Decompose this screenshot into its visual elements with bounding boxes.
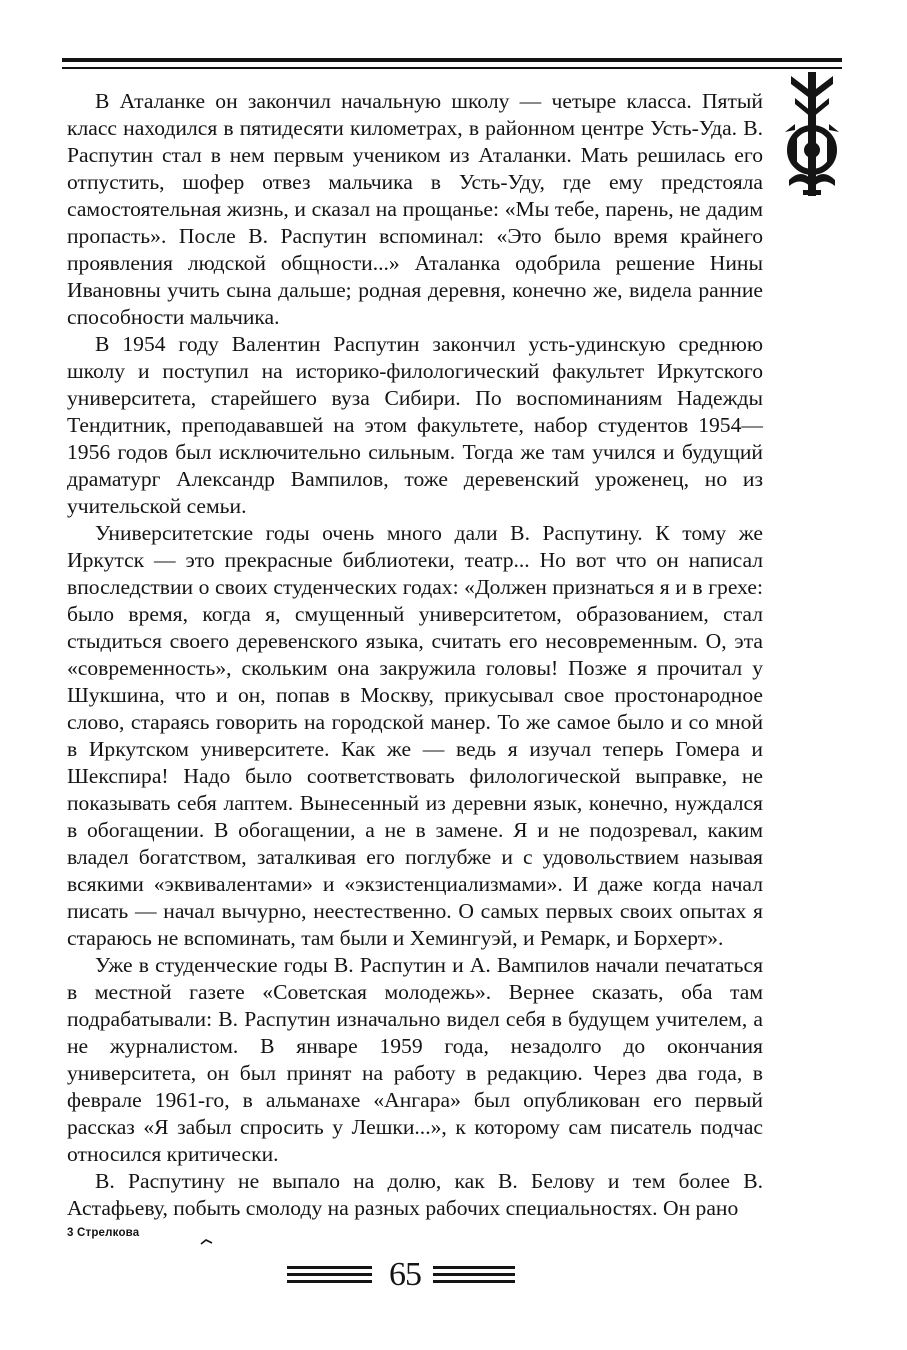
printer-signature: 3 Стрелкова: [67, 1227, 140, 1239]
paragraph: В 1954 году Валентин Распутин закончил усть-удинскую среднюю школу и поступил на историко-филологический факультет Иркутского университета, старейшего вуза Сибири. По воспоминаниям Надежды Тендитник, преподававшей на этом факультете, набор студентов 1954—1956 годов был исключительно сильным. Тогда же там учился и будущий драматург Александр Вампилов, тоже деревенский уроженец, но из учительской семьи.: [67, 332, 763, 518]
paragraph: В Аталанке он закончил начальную школу — четыре класса. Пятый класс находился в пятидесяти километрах, в районном центре Усть-Уда. В. Распутин стал в нем первым учеником из Аталанки. Мать решилась его отпустить, шофер отвез мальчика в Усть-Уду, где ему предстояла самостоятельная жизнь, и сказал на прощанье: «Мы тебе, парень, не дадим пропасть». После В. Распутин вспоминал: «Это было время крайнего проявления людской общности...» Аталанка одобрила решение Нины Ивановны учить сына дальше; родная деревня, конечно же, видела ранние способности мальчика.: [67, 89, 763, 329]
folk-ornament-icon: [783, 72, 841, 196]
page-number: 65: [389, 1256, 421, 1293]
stray-mark: [200, 1238, 213, 1245]
header-rule-thin: [62, 67, 842, 69]
header-rule-thick: [62, 58, 842, 62]
paragraph: Уже в студенческие годы В. Распутин и А. Вампилов начали печататься в местной газете «Советская молодежь». Вернее сказать, оба там подрабатывали: В. Распутин изначально видел себя в будущем учителем, а не журналистом. В январе 1959 года, незадолго до окончания университета, он был принят на работу в редакцию. Через два года, в феврале 1961-го, в альманахе «Ангара» был опубликован его первый рассказ «Я забыл спросить у Лешки...», к которому сам писатель подчас относился критически.: [67, 953, 763, 1166]
paragraph: В. Распутину не выпало на долю, как В. Белову и тем более В. Астафьеву, побыть смолоду на разных рабочих специальностях. Он рано: [67, 1169, 763, 1220]
footer-rule-left: [287, 1266, 372, 1284]
body-text: [67, 88, 763, 1222]
paragraph: Университетские годы очень много дали В. Распутину. К тому же Иркутск — это прекрасные библиотеки, театр... Но вот что он написал впоследствии о своих студенческих годах: «Должен признаться я и в грехе: было время, когда я, смущенный университетом, образованием, стал стыдиться своего деревенского языка, считать его несовременным. О, эта «современность», скольким она закружила головы! Позже я прочитал у Шукшина, что и он, попав в Москву, прикусывал свое простонародное слово, стараясь говорить на городской манер. То же самое было и со мной в Иркутском университете. Как же — ведь я изучал теперь Гомера и Шекспира! Надо было соответствовать филологической выправке, не показывать себя лаптем. Вынесенный из деревни язык, конечно, нуждался в обогащении. В обогащении, а не в замене. Я и не подозревал, каким владел богатством, заталкивая его поглубже и с удовольствием называя всякими «эквивалентами» и «экзистенциализмами». И даже когда начал писать — начал вычурно, неестественно. О самых первых своих опытах я стараюсь не вспоминать, там были и Хемингуэй, и Ремарк, и Борхерт».: [67, 521, 763, 950]
footer-rule-right: [433, 1266, 515, 1284]
